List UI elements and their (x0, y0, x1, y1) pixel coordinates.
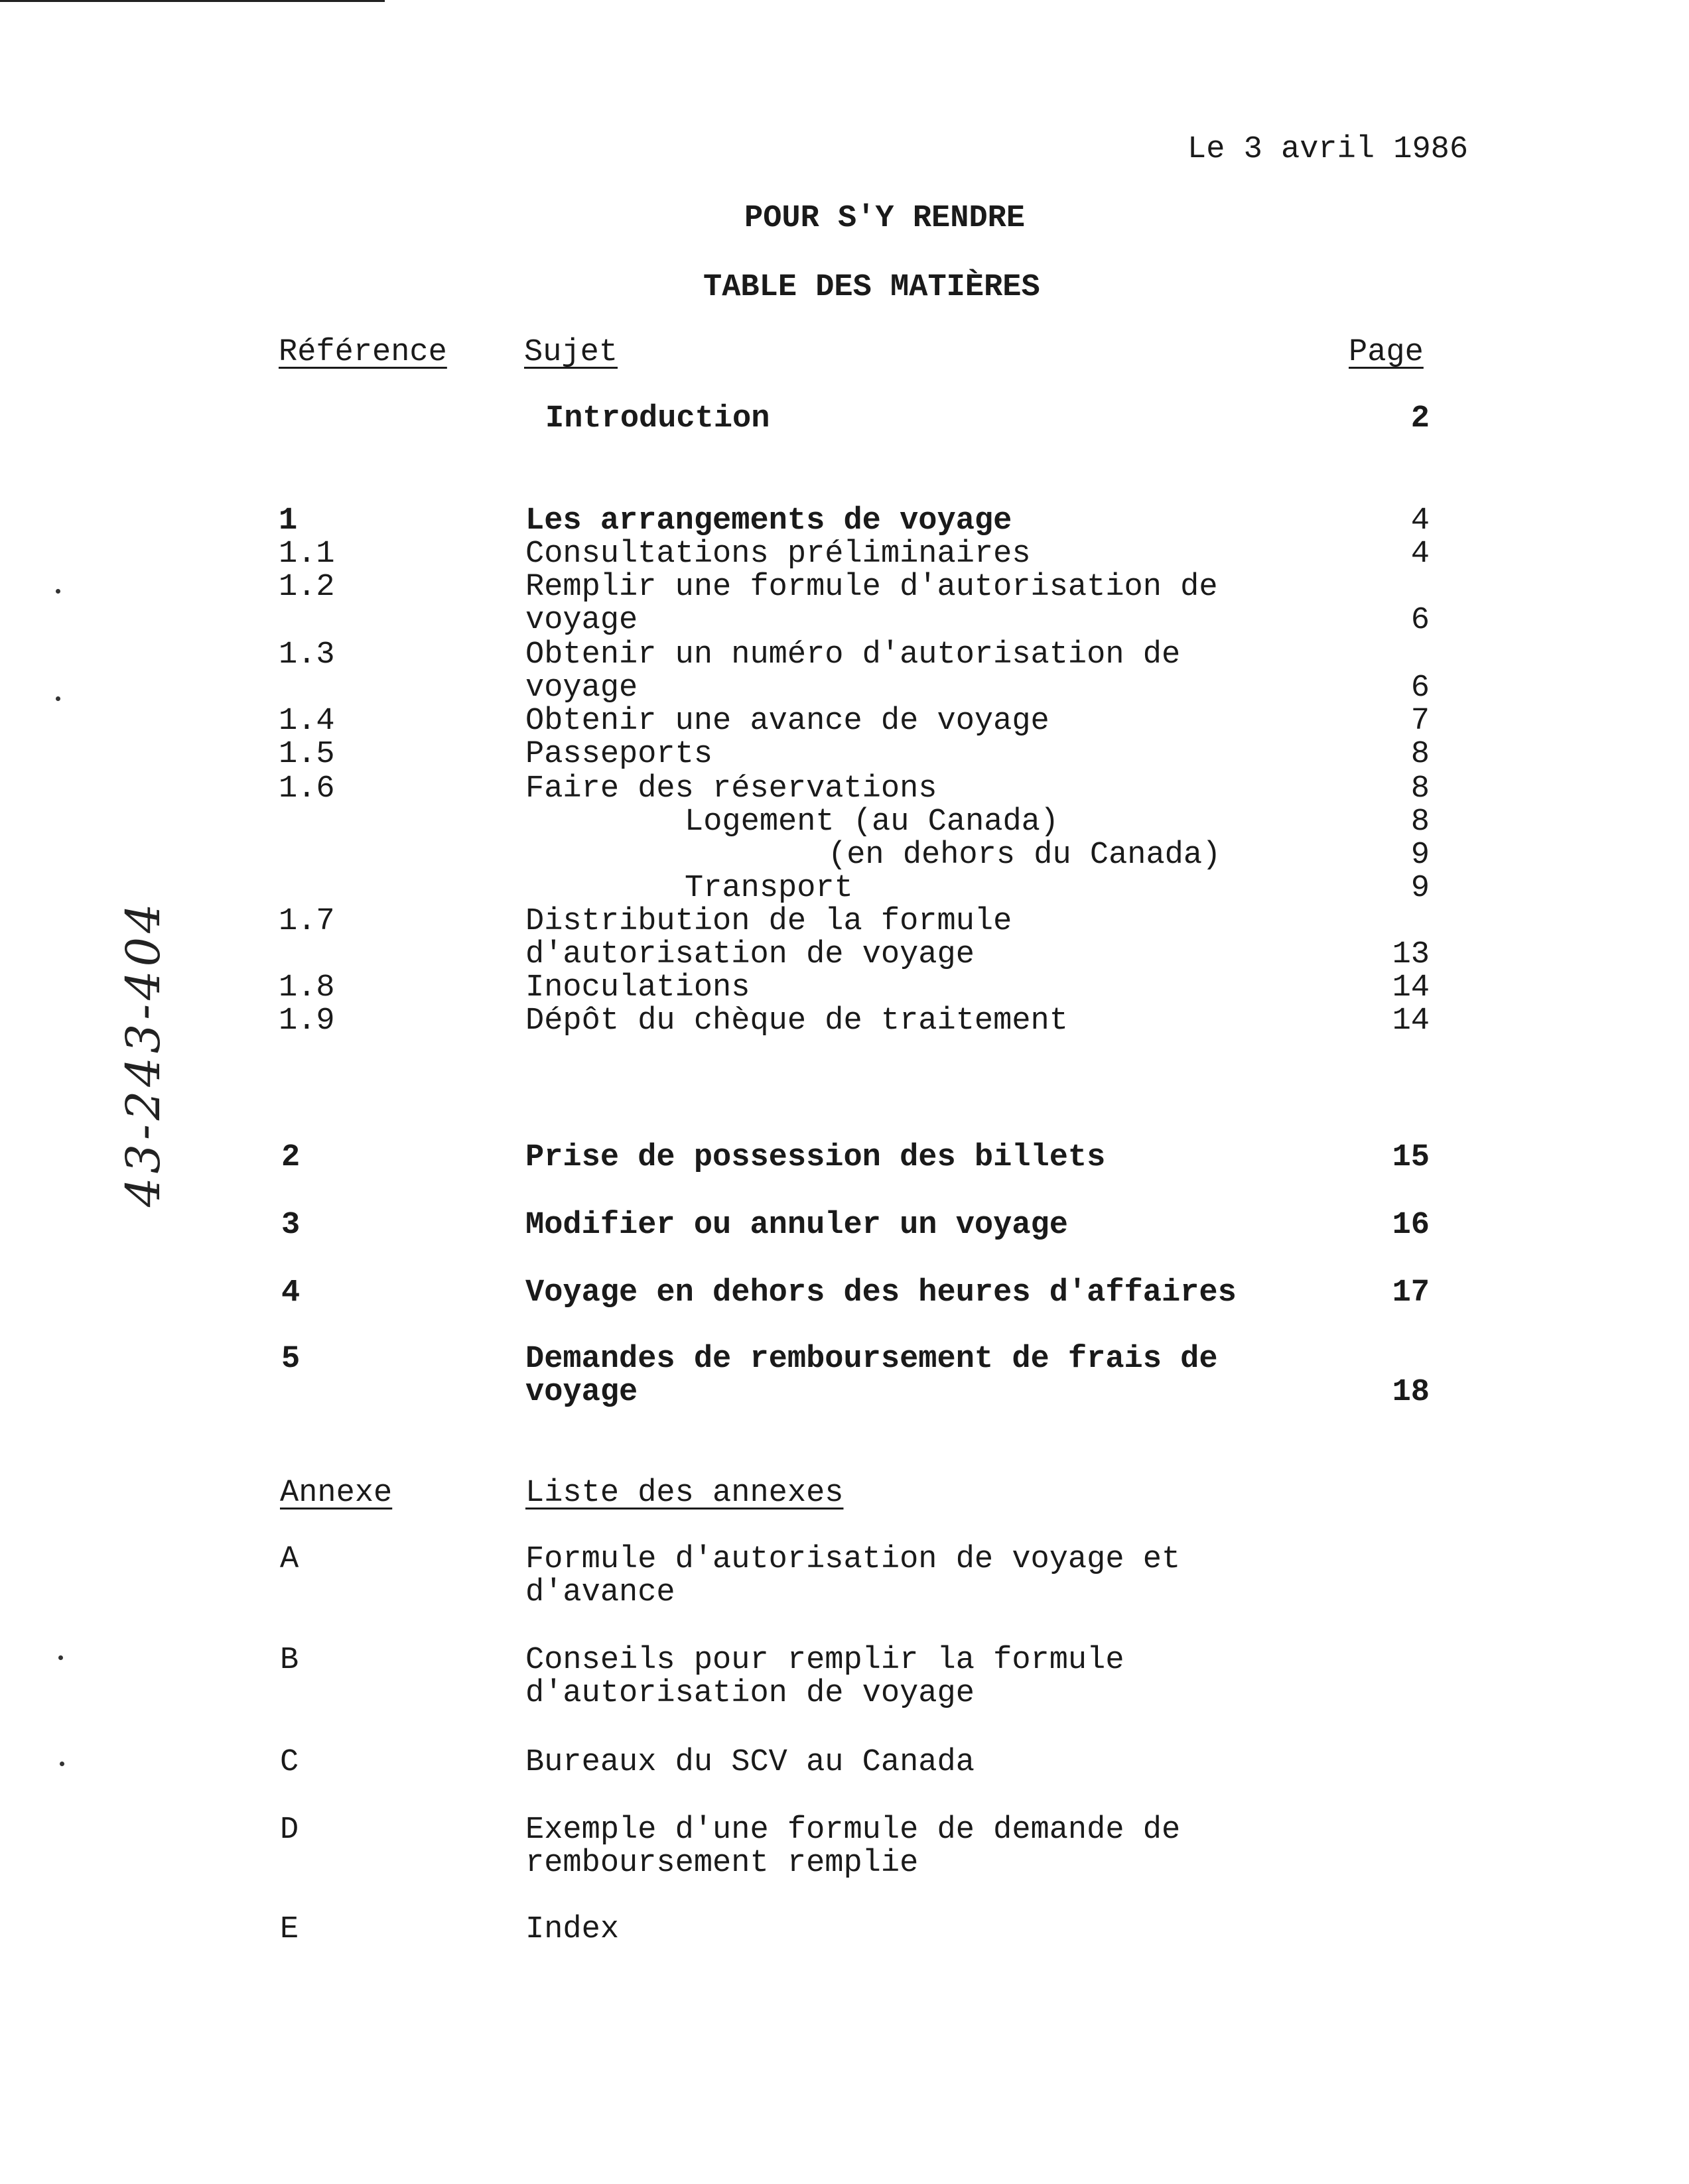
annex-ref: C (280, 1745, 299, 1780)
toc-subject: Distribution de la formule (525, 904, 1012, 939)
toc-ref: 3 (281, 1208, 301, 1243)
scan-speck (60, 1762, 64, 1766)
annex-title: Conseils pour remplir la formule (525, 1643, 1124, 1678)
toc-subject: Demandes de remboursement de frais de (525, 1342, 1218, 1377)
toc-page: 14 (1392, 1003, 1430, 1039)
toc-subject-continued: voyage (525, 671, 638, 706)
toc-ref: 1.6 (279, 771, 335, 806)
toc-ref: 1.3 (279, 637, 335, 673)
toc-page: 7 (1410, 704, 1430, 739)
toc-page: 8 (1410, 771, 1430, 806)
scan-speck (56, 696, 60, 701)
toc-page: 6 (1410, 603, 1430, 638)
toc-page: 13 (1392, 937, 1430, 972)
column-header-annex: Annexe (280, 1476, 393, 1511)
toc-page: 9 (1410, 871, 1430, 906)
toc-subentry: (en dehors du Canada) (828, 838, 1221, 873)
toc-subentry: Logement (au Canada) (685, 804, 1059, 840)
toc-subject-continued: d'autorisation de voyage (525, 937, 975, 972)
toc-subject: Faire des réservations (525, 771, 937, 806)
toc-ref: 1.2 (279, 570, 335, 605)
toc-subject-continued: voyage (525, 1375, 638, 1410)
column-header-annex-list: Liste des annexes (525, 1476, 844, 1511)
annex-title: Exemple d'une formule de demande de (525, 1813, 1181, 1848)
top-rule (0, 0, 385, 2)
document-title: POUR S'Y RENDRE (744, 201, 1026, 236)
toc-heading: TABLE DES MATIÈRES (703, 270, 1040, 305)
toc-subject: Modifier ou annuler un voyage (525, 1208, 1068, 1243)
toc-subject: Dépôt du chèque de traitement (525, 1003, 1068, 1039)
toc-ref: 1.4 (279, 704, 335, 739)
annex-title-continued: remboursement remplie (525, 1846, 919, 1881)
column-header-reference: Référence (279, 335, 447, 370)
toc-ref: 2 (281, 1140, 301, 1175)
annex-title: Formule d'autorisation de voyage et (525, 1542, 1181, 1577)
toc-page: 9 (1410, 838, 1430, 873)
toc-subject-continued: voyage (525, 603, 638, 638)
toc-page: 17 (1392, 1275, 1430, 1311)
column-header-page: Page (1349, 335, 1424, 370)
annex-ref: E (280, 1912, 299, 1947)
toc-page: 8 (1410, 804, 1430, 840)
annex-ref: D (280, 1813, 299, 1848)
toc-ref: 1.5 (279, 737, 335, 772)
toc-page-introduction: 2 (1410, 401, 1430, 436)
toc-subject: Les arrangements de voyage (525, 503, 1012, 539)
toc-ref: 1.1 (279, 537, 335, 572)
toc-ref: 5 (281, 1342, 301, 1377)
scan-speck (56, 589, 60, 594)
toc-ref: 1 (279, 503, 298, 539)
toc-subentry: Transport (685, 871, 853, 906)
toc-subject: Voyage en dehors des heures d'affaires (525, 1275, 1237, 1311)
handwritten-margin-note: 43-243-404 (116, 899, 170, 1207)
annex-title: Bureaux du SCV au Canada (525, 1745, 975, 1780)
toc-page: 16 (1392, 1208, 1430, 1243)
toc-page: 15 (1392, 1140, 1430, 1175)
toc-subject: Inoculations (525, 970, 750, 1005)
annex-title-continued: d'autorisation de voyage (525, 1676, 975, 1711)
toc-page: 14 (1392, 970, 1430, 1005)
toc-subject: Obtenir un numéro d'autorisation de (525, 637, 1181, 673)
toc-ref: 1.7 (279, 904, 335, 939)
toc-ref: 1.9 (279, 1003, 335, 1039)
toc-subject: Consultations préliminaires (525, 537, 1031, 572)
annex-title-continued: d'avance (525, 1575, 675, 1610)
toc-entry-introduction: Introduction (545, 401, 770, 436)
toc-page: 6 (1410, 671, 1430, 706)
annex-ref: A (280, 1542, 299, 1577)
toc-subject: Prise de possession des billets (525, 1140, 1106, 1175)
column-header-subject: Sujet (524, 335, 618, 370)
scan-speck (58, 1655, 63, 1660)
toc-page: 4 (1410, 503, 1430, 539)
annex-ref: B (280, 1643, 299, 1678)
toc-subject: Obtenir une avance de voyage (525, 704, 1049, 739)
toc-subject: Passeports (525, 737, 713, 772)
document-date: Le 3 avril 1986 (1187, 132, 1469, 167)
toc-page: 4 (1410, 537, 1430, 572)
toc-page: 8 (1410, 737, 1430, 772)
annex-title: Index (525, 1912, 620, 1947)
toc-ref: 4 (281, 1275, 301, 1311)
toc-ref: 1.8 (279, 970, 335, 1005)
toc-page: 18 (1392, 1375, 1430, 1410)
toc-subject: Remplir une formule d'autorisation de (525, 570, 1218, 605)
